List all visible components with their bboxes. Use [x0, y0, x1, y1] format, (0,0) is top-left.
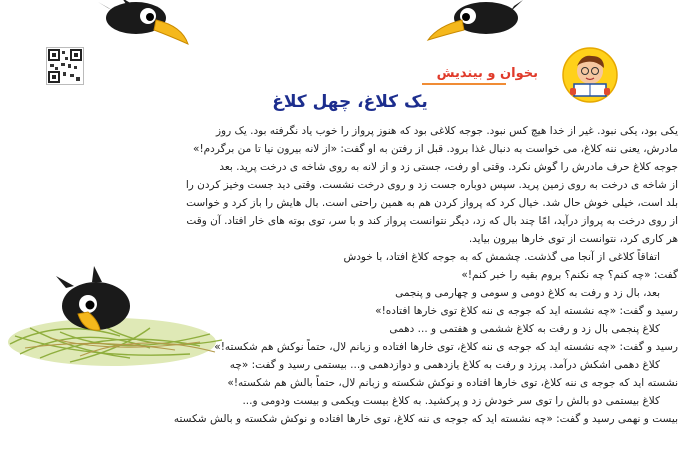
- story-line: کلاغ دهمی اشکش درآمد. پرزد و رفت به کلاغ یازدهمی و دوازدهمی و... بیستمی رسید و گفت: «چه: [229, 359, 660, 371]
- story-line: گفت: «چه کنم؟ چه نکنم؟ بروم بقیه را خبر کنم!»: [461, 269, 678, 281]
- story-line: از شاخه ی درخت به روی زمین پرید. سپس دوباره جست زد و روی درخت نشست. وقتی دید جست وخیز کردن را: [185, 179, 678, 191]
- story-line: اتفاقاً کلاغی از آنجا می گذشت. چشمش که به جوجه کلاغ افتاد، با خودش: [343, 251, 660, 263]
- section-badge: [416, 63, 576, 87]
- story-line: یکی بود، یکی نبود. غیر از خدا هیچ کس نبود. جوجه کلاغی بود که هنوز پرواز را خوب یاد نگرفته بود. یک روز: [215, 125, 678, 137]
- story-line: بعد، بال زد و رفت به کلاغ دومی و سومی و چهارمی و پنجمی: [395, 287, 660, 299]
- story-line: نشسته اید که جوجه ی ننه کلاغ، توی خارها افتاده و نوکش شکسته و زبانم لال، حتماً بالش هم شکسته!»: [227, 377, 678, 389]
- crow-left-illustration: [96, 0, 192, 48]
- story-line: مادرش، یعنی ننه کلاغ، می خواست به دنبال غذا برود. قبل از رفتن به او گفت: «از لانه بیرون نیا تا من برگردم!»: [193, 143, 678, 155]
- story-line: رسید و گفت: «چه نشسته اید که جوجه ی ننه کلاغ توی خارها افتاده!»: [375, 305, 678, 317]
- story-line: بلد است، خیلی خوش حال شد. خیال کرد که پرواز کردن هم به همین راحتی است. بال هایش را باز کرد و خواست: [186, 197, 678, 209]
- story-line: از روی درخت به پرواز درآید، امّا چند بال که زد، دیگر نتوانست پرواز کند و با سر، توی بوته های خار افتاد. آن وقت: [186, 215, 678, 227]
- story-line: هر کاری کرد، نتوانست از توی خارها بیرون بیاید.: [468, 233, 678, 245]
- story-line: کلاغ پنجمی بال زد و رفت به کلاغ ششمی و هفتمی و ... دهمی: [389, 323, 660, 335]
- story-title: یک کلاغ، چهل کلاغ: [272, 92, 428, 112]
- section-title: بخوان و بیندیش: [436, 66, 538, 81]
- crow-in-nest-illustration: [0, 258, 230, 378]
- story-line: کلاغ بیستمی دو بالش را توی سر خودش زد و پرکشید. به کلاغ بیست ویکمی و بیست ودومی و...: [242, 395, 660, 407]
- story-line: رسید و گفت: «چه نشسته اید که جوجه ی ننه کلاغ، توی خارها افتاده و زبانم لال، حتماً نوکش هم شکسته!»: [214, 341, 678, 353]
- crow-right-illustration: [424, 0, 524, 48]
- story-line: جوجه کلاغ حرف مادرش را گوش نکرد. وقتی او رفت، جستی زد و از لانه به روی شاخه ی درخت پرید. بعد: [219, 161, 678, 173]
- section-underline: [422, 83, 506, 85]
- story-line: بیست و نهمی رسید و گفت: «چه نشسته اید که جوجه ی ننه کلاغ، توی خارها افتاده و نوکش شکسته و بالش شکسته: [173, 413, 678, 425]
- qr-code[interactable]: [46, 47, 84, 85]
